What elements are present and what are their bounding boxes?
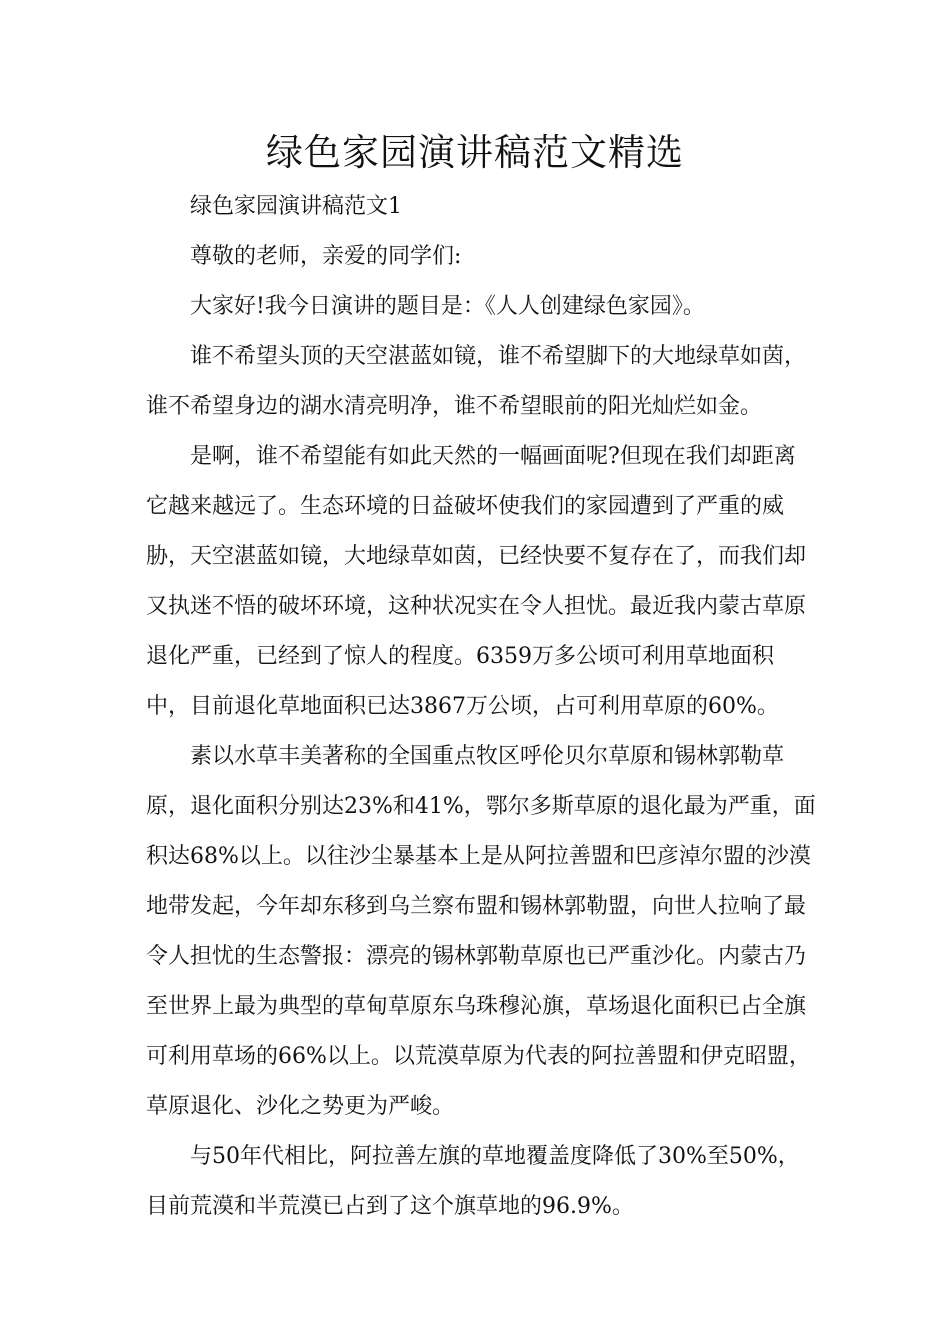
paragraph-wish: 谁不希望头顶的天空湛蓝如镜，谁不希望脚下的大地绿草如茵，谁不希望身边的湖水清亮明净，谁不希望眼前的阳光灿烂如金。 [146, 344, 807, 419]
paragraph-grassland: 素以水草丰美著称的全国重点牧区呼伦贝尔草原和锡林郭勒草原，退化面积分别达23%和41%，鄂尔多斯草原的退化最为严重，面积达68%以上。以往沙尘暴基本上是从阿拉善盟和巴彦淖尔盟的沙漠地带发起，今年却东移到乌兰察布盟和锡林郭勒盟，向世人拉响了最令人担忧的生态警报：漂亮的锡林郭勒草原也已严重沙化。内蒙古乃至世界上最为典型的草甸草原东乌珠穆沁旗，草场退化面积已占全旗可利用草场的66%以上。以荒漠草原为代表的阿拉善盟和伊克昭盟，草原退化、沙化之势更为严峻。 [146, 744, 816, 1119]
document-body [146, 182, 816, 1232]
paragraph-alashan: 与50年代相比，阿拉善左旗的草地覆盖度降低了30%至50%，目前荒漠和半荒漠已占到了这个旗草地的96.9%。 [146, 1144, 800, 1219]
document-title: 绿色家园演讲稿范文精选 [266, 131, 684, 174]
paragraph-environment: 是啊，谁不希望能有如此天然的一幅画面呢?但现在我们却距离它越来越远了。生态环境的日益破坏使我们的家园遭到了严重的威胁，天空湛蓝如镜，大地绿草如茵，已经快要不复存在了，而我们却又执迷不悟的破坏环境，这种状况实在令人担忧。最近我内蒙古草原退化严重，已经到了惊人的程度。6359万多公顷可利用草地面积中，目前退化草地面积已达3867万公顷，占可利用草原的60%。 [146, 444, 807, 719]
section-heading: 绿色家园演讲稿范文1 [190, 194, 402, 219]
paragraph-intro: 大家好!我今日演讲的题目是：《人人创建绿色家园》。 [190, 294, 705, 319]
salutation: 尊敬的老师，亲爱的同学们: [190, 244, 462, 269]
